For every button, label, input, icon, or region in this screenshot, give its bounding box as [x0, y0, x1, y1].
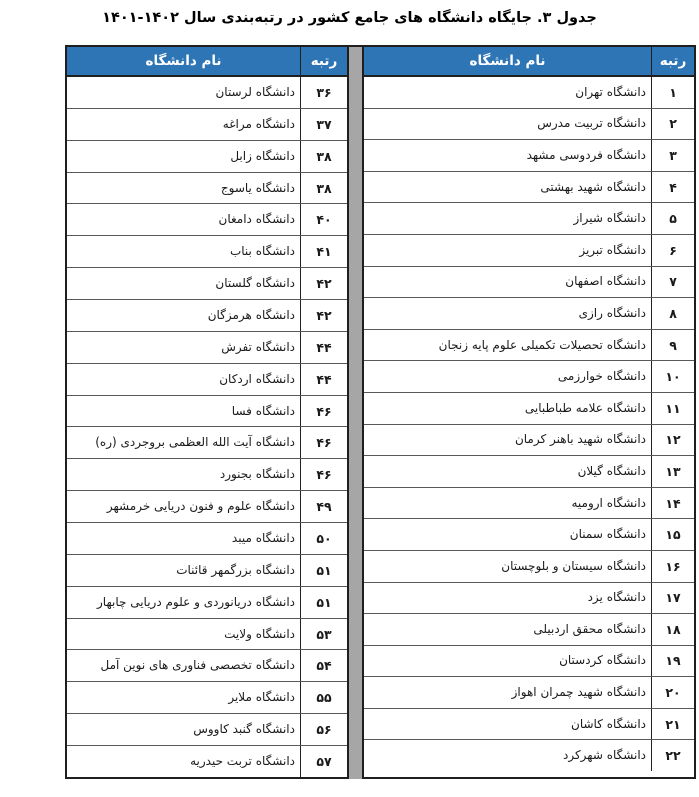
rank-cell: ۱۶ — [651, 551, 694, 582]
rank-cell: ۵۱ — [300, 587, 347, 618]
table-header — [364, 47, 694, 77]
university-name-cell: دانشگاه محقق اردبیلی — [533, 621, 646, 636]
university-name-cell: دانشگاه تهران — [575, 84, 646, 99]
rank-cell: ۹ — [651, 330, 694, 361]
university-name-cell: دانشگاه زابل — [230, 148, 295, 163]
table-row — [67, 395, 347, 427]
rank-cell: ۱۱ — [651, 393, 694, 424]
rank-cell: ۲۰ — [651, 677, 694, 708]
table-row — [67, 203, 347, 235]
university-name-cell: دانشگاه خوارزمی — [557, 369, 646, 384]
rank-cell: ۵۵ — [300, 682, 347, 713]
university-name-cell: دانشگاه شیراز — [573, 211, 646, 226]
table-row — [67, 235, 347, 267]
university-name-cell: دانشگاه ارومیه — [571, 495, 646, 510]
rankings-tables-container — [65, 45, 696, 779]
rank-cell: ۱ — [651, 77, 694, 108]
rank-cell: ۵۷ — [300, 746, 347, 777]
rank-cell: ۱۸ — [651, 614, 694, 645]
rank-cell: ۲۲ — [651, 740, 694, 771]
table-row — [67, 713, 347, 745]
rank-cell: ۶ — [651, 235, 694, 266]
table-row — [364, 708, 694, 740]
university-name-cell: دانشگاه سمنان — [569, 527, 646, 542]
table-row — [67, 649, 347, 681]
rank-cell: ۵۰ — [300, 523, 347, 554]
page-title: جدول ۳. جایگاه دانشگاه های جامع کشور در رتبه‌بندی سال ۱۴۰۲-۱۴۰۱ — [102, 10, 597, 26]
rank-cell: ۲۱ — [651, 709, 694, 740]
university-name-cell: دانشگاه آیت الله العظمی بروجردی (ره) — [95, 435, 295, 450]
rank-cell: ۳ — [651, 140, 694, 171]
rank-cell: ۴۶ — [300, 427, 347, 458]
rank-cell: ۴ — [651, 172, 694, 203]
university-name-cell: دانشگاه فردوسی مشهد — [526, 147, 646, 162]
table-row — [67, 331, 347, 363]
table-row — [67, 458, 347, 490]
university-name-cell: دانشگاه ملایر — [228, 690, 295, 705]
table-row — [364, 139, 694, 171]
university-name-cell: دانشگاه اردکان — [219, 371, 295, 386]
table-row — [364, 487, 694, 519]
table-row — [364, 582, 694, 614]
university-name-cell: دانشگاه علامه طباطبایی — [524, 400, 646, 415]
university-name-cell: دانشگاه علوم و فنون دریایی خرمشهر — [106, 499, 295, 514]
table-row — [67, 267, 347, 299]
table-body — [67, 77, 347, 777]
rank-cell: ۴۴ — [300, 364, 347, 395]
table-row — [364, 234, 694, 266]
rank-cell: ۴۶ — [300, 396, 347, 427]
table-row — [67, 108, 347, 140]
university-name-cell: دانشگاه کردستان — [559, 653, 646, 668]
rank-column-header: رتبه — [300, 47, 347, 75]
university-name-cell: دانشگاه دامغان — [218, 212, 295, 227]
rank-column-header: رتبه — [651, 47, 694, 75]
rank-cell: ۳۷ — [300, 109, 347, 140]
table-row — [364, 645, 694, 677]
rank-cell: ۵۴ — [300, 650, 347, 681]
university-name-cell: دانشگاه شهید بهشتی — [540, 179, 646, 194]
university-name-cell: دانشگاه بناب — [229, 244, 295, 259]
university-name-cell: دانشگاه گلستان — [215, 276, 295, 291]
rank-cell: ۴۶ — [300, 459, 347, 490]
rank-cell: ۱۲ — [651, 425, 694, 456]
university-name-cell: دانشگاه میبد — [231, 530, 295, 545]
rank-cell: ۱۰ — [651, 361, 694, 392]
university-name-column-header: نام دانشگاه — [145, 53, 222, 69]
university-name-cell: دانشگاه گیلان — [577, 463, 646, 478]
rank-cell: ۱۷ — [651, 583, 694, 614]
university-name-cell: دانشگاه ولایت — [224, 626, 295, 641]
rank-cell: ۴۲ — [300, 300, 347, 331]
rank-cell: ۵۶ — [300, 714, 347, 745]
table-row — [67, 554, 347, 586]
table-row — [364, 202, 694, 234]
rank-cell: ۲ — [651, 109, 694, 140]
university-name-cell: دانشگاه تبریز — [579, 242, 646, 257]
table-row — [364, 297, 694, 329]
rank-cell: ۱۹ — [651, 646, 694, 677]
table-row — [67, 299, 347, 331]
gray-divider-strip — [349, 45, 362, 779]
university-name-cell: دانشگاه مراغه — [222, 116, 295, 131]
university-name-cell: دانشگاه بجنورد — [219, 467, 295, 482]
rank-cell: ۳۶ — [300, 77, 347, 108]
rank-cell: ۷ — [651, 267, 694, 298]
table-row — [364, 329, 694, 361]
table-row — [67, 363, 347, 395]
university-name-cell: دانشگاه اصفهان — [565, 274, 646, 289]
university-name-cell: دانشگاه دریانوردی و علوم دریایی چابهار — [97, 594, 295, 609]
university-name-cell: دانشگاه تربیت مدرس — [537, 116, 646, 131]
rank-cell: ۳۸ — [300, 173, 347, 204]
table-row — [67, 586, 347, 618]
rank-cell: ۴۱ — [300, 236, 347, 267]
university-name-cell: دانشگاه هرمزگان — [207, 307, 295, 322]
university-name-cell: دانشگاه گنبد کاووس — [193, 722, 295, 737]
university-name-column-header: نام دانشگاه — [469, 53, 546, 69]
rank-cell: ۱۳ — [651, 456, 694, 487]
table-row — [67, 522, 347, 554]
table-row — [364, 77, 694, 108]
rank-cell: ۴۹ — [300, 491, 347, 522]
rank-cell: ۴۲ — [300, 268, 347, 299]
table-row — [67, 618, 347, 650]
table-row — [364, 424, 694, 456]
rank-cell: ۵۳ — [300, 619, 347, 650]
table-row — [67, 140, 347, 172]
table-row — [67, 172, 347, 204]
rank-cell: ۵۱ — [300, 555, 347, 586]
rank-cell: ۵ — [651, 203, 694, 234]
university-name-cell: دانشگاه تحصیلات تکمیلی علوم پایه زنجان — [438, 337, 646, 352]
table-row — [364, 455, 694, 487]
university-name-cell: دانشگاه شهرکرد — [563, 748, 646, 763]
table-body — [364, 77, 694, 771]
table-row — [67, 426, 347, 458]
table-row — [364, 360, 694, 392]
rank-cell: ۳۸ — [300, 141, 347, 172]
table-row — [364, 613, 694, 645]
table-row — [67, 77, 347, 108]
table-row — [67, 490, 347, 522]
university-name-cell: دانشگاه کاشان — [571, 716, 646, 731]
table-row — [364, 171, 694, 203]
rank-cell: ۱۵ — [651, 519, 694, 550]
rank-cell: ۴۴ — [300, 332, 347, 363]
rank-cell: ۱۴ — [651, 488, 694, 519]
table-row — [364, 676, 694, 708]
university-name-cell: دانشگاه رازی — [578, 305, 646, 320]
table-row — [67, 681, 347, 713]
university-name-cell: دانشگاه بزرگمهر قائنات — [176, 562, 295, 577]
university-name-cell: دانشگاه تفرش — [221, 339, 295, 354]
university-name-cell: دانشگاه سیستان و بلوچستان — [501, 558, 646, 573]
rank-cell: ۸ — [651, 298, 694, 329]
university-name-cell: دانشگاه لرستان — [215, 84, 295, 99]
table-row — [364, 392, 694, 424]
university-name-cell: دانشگاه یزد — [587, 590, 646, 605]
ranking-table-ranks-36-57 — [65, 45, 349, 779]
university-name-cell: دانشگاه یاسوج — [220, 180, 295, 195]
university-name-cell: دانشگاه تربت حیدریه — [190, 753, 295, 768]
table-row — [364, 550, 694, 582]
table-row — [67, 745, 347, 777]
table-row — [364, 266, 694, 298]
table-row — [364, 108, 694, 140]
rank-cell: ۴۰ — [300, 204, 347, 235]
table-header — [67, 47, 347, 77]
university-name-cell: دانشگاه شهید باهنر کرمان — [514, 432, 646, 447]
university-name-cell: دانشگاه شهید چمران اهواز — [511, 685, 646, 700]
table-row — [364, 739, 694, 771]
university-name-cell: دانشگاه تخصصی فناوری های نوین آمل — [100, 658, 295, 673]
ranking-table-ranks-1-22 — [362, 45, 696, 779]
university-name-cell: دانشگاه فسا — [231, 403, 295, 418]
table-row — [364, 518, 694, 550]
